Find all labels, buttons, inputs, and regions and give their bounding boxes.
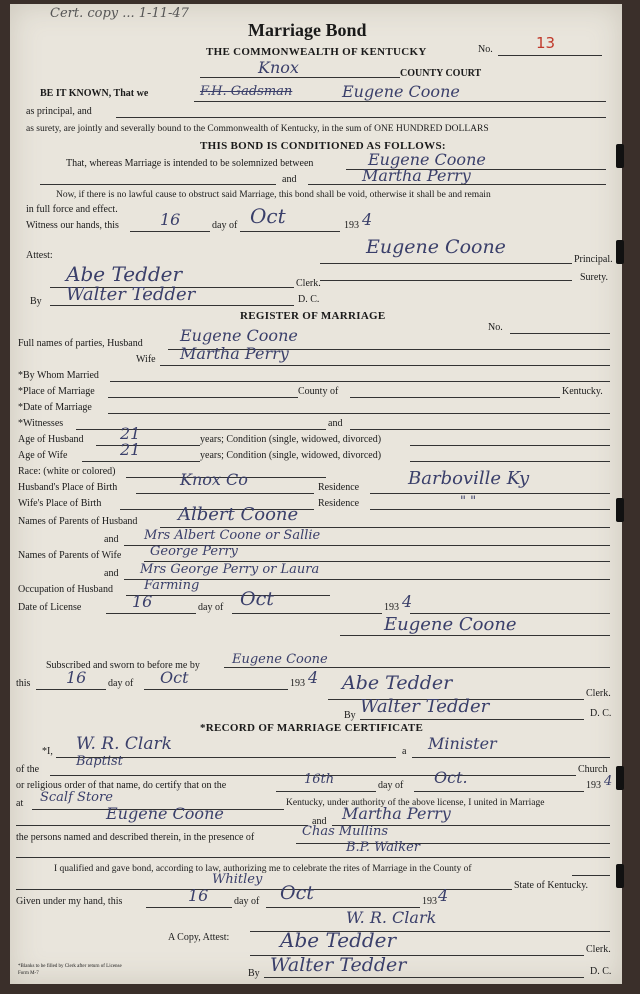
date-license-label: Date of License — [18, 602, 82, 613]
wife-label: Wife — [136, 354, 156, 365]
marriage-bond-document — [10, 4, 622, 984]
condition-label-wife: years; Condition (single, widowed, divorced) — [200, 450, 382, 461]
given-label: Given under my hand, this — [16, 896, 123, 907]
sworn-clerk-signature: Abe Tedder — [342, 672, 453, 694]
by-whom-label: *By Whom Married — [18, 370, 99, 381]
cert-i-label: *I, — [42, 746, 53, 757]
license-signature: Eugene Coone — [384, 614, 517, 635]
county-court-label: COUNTY COURT — [400, 68, 482, 79]
church-name: Baptist — [76, 754, 123, 769]
kentucky-label: Kentucky. — [562, 386, 603, 397]
age-wife-label: Age of Wife — [18, 450, 68, 461]
and-label: and — [282, 174, 297, 185]
race-label: Race: (white or colored) — [18, 466, 116, 477]
of-the-label: of the — [16, 764, 40, 775]
binder-tab — [616, 864, 624, 888]
wife-name: Martha Perry — [180, 344, 289, 363]
sworn-dc-label: D. C. — [590, 708, 612, 719]
wife-residence-label: Residence — [318, 498, 360, 509]
kentucky-under-text: Kentucky, under authority of the above license, I united in Marriage — [286, 798, 545, 808]
occupation-value: Farming — [144, 578, 200, 593]
certificate-heading: *RECORD OF MARRIAGE CERTIFICATE — [200, 722, 424, 734]
dc-signature: Walter Tedder — [66, 284, 196, 305]
place-value: Scalf Store — [40, 790, 113, 805]
subscribed-name: Eugene Coone — [232, 652, 328, 667]
cert-year-print: 193 — [586, 780, 601, 791]
husband-birth-value: Knox Co — [180, 470, 248, 489]
sworn-day-of: day of — [108, 678, 134, 689]
minister-signature: W. R. Clark — [346, 908, 437, 927]
sworn-year: 4 — [308, 668, 319, 687]
persons-text: the persons named and described therein, in the presence of — [16, 832, 255, 843]
register-no-label: No. — [488, 322, 503, 333]
cert-day-of: day of — [378, 780, 404, 791]
witness-label: Witness our hands, this — [26, 220, 119, 231]
sworn-this-label: this — [16, 678, 31, 689]
form-number: Form M-7 — [18, 971, 39, 976]
binder-tab — [616, 240, 624, 264]
commonwealth-heading: THE COMMONWEALTH OF KENTUCKY — [206, 46, 427, 58]
year-print: 193 — [344, 220, 359, 231]
sworn-clerk-label: Clerk. — [586, 688, 611, 699]
number-value: 13 — [536, 34, 556, 52]
husband-name: Eugene Coone — [180, 326, 298, 345]
husband-birth-label: Husband's Place of Birth — [18, 482, 118, 493]
binder-tab — [616, 498, 624, 522]
bond-year: 4 — [362, 210, 373, 229]
parents-wife-value-2: Mrs George Perry or Laura — [140, 562, 320, 577]
full-names-label: Full names of parties, Husband — [18, 338, 143, 349]
given-day-of: day of — [234, 896, 260, 907]
parents-husband-value-2: Mrs Albert Coone or Sallie — [144, 528, 321, 543]
occupation-label: Occupation of Husband — [18, 584, 113, 595]
county-value: Knox — [258, 58, 299, 77]
bond-day: 16 — [160, 210, 181, 229]
cert-day: 16th — [304, 772, 335, 787]
by-label: By — [30, 296, 42, 307]
principal-signature: Eugene Coone — [366, 236, 506, 258]
binder-tab — [616, 144, 624, 168]
witnesses-label: *Witnesses — [18, 418, 64, 429]
place-label: *Place of Marriage — [18, 386, 95, 397]
given-year-print: 193 — [422, 896, 437, 907]
at-label: at — [16, 798, 24, 809]
cert-month: Oct. — [434, 768, 468, 787]
witness-one: Chas Mullins — [302, 824, 389, 839]
minister-name: W. R. Clark — [76, 734, 172, 754]
cert-a-label: a — [402, 746, 407, 757]
whereas-text: That, whereas Marriage is intended to be solemnized between — [66, 158, 314, 169]
cert-county: Whitley — [212, 872, 263, 887]
conditioned-heading: THIS BOND IS CONDITIONED AS FOLLOWS: — [200, 140, 446, 152]
principal-name: Eugene Coone — [342, 82, 460, 101]
sworn-day: 16 — [66, 668, 87, 687]
witness-two: B.P. Walker — [346, 840, 420, 855]
state-label: State of Kentucky. — [514, 880, 589, 891]
parents-husband-label: Names of Parents of Husband — [18, 516, 138, 527]
and-label-2: and — [104, 534, 119, 545]
license-year-print: 193 — [384, 602, 399, 613]
principal-label: Principal. — [574, 254, 613, 265]
day-of-label: day of — [212, 220, 238, 231]
groom-name: Eugene Coone — [368, 150, 486, 169]
residence-label: Residence — [318, 482, 360, 493]
document-title: Marriage Bond — [248, 20, 367, 40]
copy-clerk-signature: Abe Tedder — [280, 928, 397, 952]
license-month: Oct — [240, 588, 274, 610]
given-day: 16 — [188, 886, 209, 905]
copy-by-label: By — [248, 968, 260, 979]
age-husband-label: Age of Husband — [18, 434, 84, 445]
sworn-month: Oct — [160, 668, 189, 687]
full-force-text: in full force and effect. — [26, 204, 118, 215]
given-month: Oct — [280, 882, 314, 904]
age-wife-value: 21 — [120, 440, 141, 459]
surety-text: as surety, are jointly and severally bound to the Commonwealth of Kentucky, in the sum of ONE HUNDRED DOLLARS — [26, 124, 489, 134]
struck-name: F.H. Gadsman — [200, 84, 293, 99]
minister-role: Minister — [428, 734, 497, 753]
church-label: Church — [578, 764, 608, 775]
as-principal-label: as principal, and — [26, 106, 92, 117]
license-year: 4 — [402, 592, 413, 611]
wife-residence-value: " " — [460, 494, 477, 509]
and-label-3: and — [104, 568, 119, 579]
county-of-label: County of — [298, 386, 339, 397]
bond-month: Oct — [250, 204, 286, 228]
copy-dc-label: D. C. — [590, 966, 612, 977]
cert-year: 4 — [604, 774, 613, 789]
parents-wife-label: Names of Parents of Wife — [18, 550, 122, 561]
copy-dc-signature: Walter Tedder — [270, 954, 407, 976]
surety-label: Surety. — [580, 272, 608, 283]
parents-husband-value: Albert Coone — [178, 504, 299, 525]
clerk-signature: Abe Tedder — [66, 262, 183, 286]
husband-residence-value: Barboville Ky — [408, 468, 530, 489]
binder-tab — [616, 766, 624, 790]
age-husband-value: 21 — [120, 424, 141, 443]
register-heading: REGISTER OF MARRIAGE — [240, 310, 386, 322]
wife-birth-label: Wife's Place of Birth — [18, 498, 102, 509]
dc-label: D. C. — [298, 294, 320, 305]
footnote: *Blanks to be filled by Clerk after return of License — [18, 964, 122, 969]
given-year: 4 — [438, 886, 449, 905]
attest-label: Attest: — [26, 250, 53, 261]
sworn-by-label: By — [344, 710, 356, 721]
copy-attest-label: A Copy, Attest: — [168, 932, 230, 943]
cert-bride: Martha Perry — [342, 804, 451, 823]
top-note: Cert. copy ... 1-11-47 — [50, 6, 189, 21]
license-day: 16 — [132, 592, 153, 611]
condition-label: years; Condition (single, widowed, divorced) — [200, 434, 382, 445]
cert-groom: Eugene Coone — [106, 804, 224, 823]
and-label: and — [328, 418, 343, 429]
religious-text: or religious order of that name, do certify that on the — [16, 780, 227, 791]
be-it-known-label: BE IT KNOWN, That we — [40, 88, 149, 99]
number-label: No. — [478, 44, 493, 55]
bride-name: Martha Perry — [362, 166, 471, 185]
now-if-text: Now, if there is no lawful cause to obstruct said Marriage, this bond shall be void, otherwise it shall be and remain — [56, 190, 491, 200]
sworn-year-print: 193 — [290, 678, 305, 689]
subscribed-label: Subscribed and sworn to before me by — [46, 660, 200, 671]
sworn-dc-signature: Walter Tedder — [360, 696, 490, 717]
copy-clerk-label: Clerk. — [586, 944, 611, 955]
date-label: *Date of Marriage — [18, 402, 92, 413]
parents-wife-value: George Perry — [150, 544, 238, 559]
clerk-label: Clerk. — [296, 278, 321, 289]
cert-and-label: and — [312, 816, 327, 827]
qualified-text: I qualified and gave bond, according to law, authorizing me to celebrate the rites of Marriage in the County of — [54, 864, 472, 874]
license-day-of: day of — [198, 602, 224, 613]
